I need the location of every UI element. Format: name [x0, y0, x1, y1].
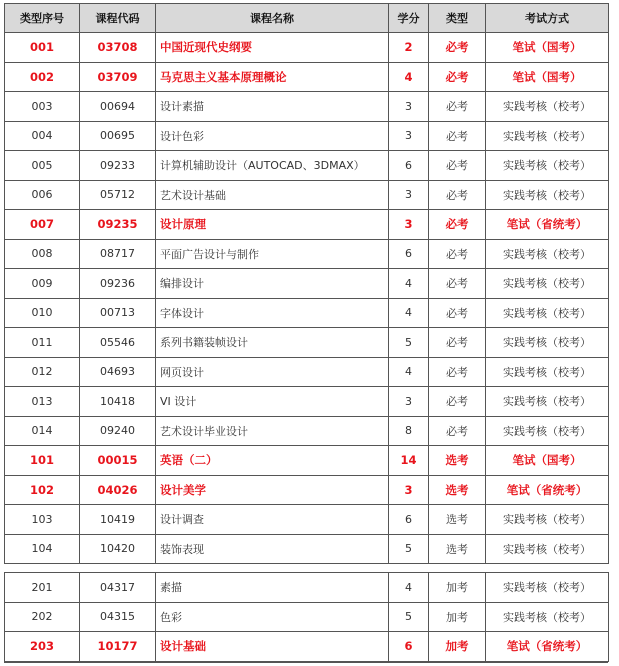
cell-code: 00695	[80, 121, 156, 151]
cell-credit: 4	[389, 357, 429, 387]
cell-name: VI 设计	[156, 387, 389, 417]
table-row	[5, 573, 609, 603]
table-row	[5, 446, 609, 476]
table-row	[5, 357, 609, 387]
cell-exam: 实践考核（校考）	[486, 505, 609, 535]
cell-credit: 6	[389, 239, 429, 269]
cell-exam: 实践考核（校考）	[486, 534, 609, 564]
cell-exam: 实践考核（校考）	[486, 151, 609, 181]
table-row	[5, 33, 609, 63]
table-row	[5, 210, 609, 240]
cell-seq: 203	[5, 632, 80, 662]
cell-type: 加考	[429, 632, 486, 662]
cell-seq: 007	[5, 210, 80, 240]
cell-code: 09235	[80, 210, 156, 240]
cell-exam: 实践考核（校考）	[486, 573, 609, 603]
cell-code: 03709	[80, 62, 156, 92]
table-row	[5, 632, 609, 662]
cell-code: 10420	[80, 534, 156, 564]
cell-code: 00015	[80, 446, 156, 476]
header-name: 课程名称	[156, 4, 389, 33]
cell-credit: 6	[389, 632, 429, 662]
cell-credit: 3	[389, 387, 429, 417]
cell-code: 04026	[80, 475, 156, 505]
cell-code: 04315	[80, 602, 156, 632]
cell-seq: 002	[5, 62, 80, 92]
header-row	[5, 4, 609, 33]
cell-name: 中国近现代史纲要	[156, 33, 389, 63]
cell-code: 09240	[80, 416, 156, 446]
cell-credit: 8	[389, 416, 429, 446]
cell-credit: 6	[389, 505, 429, 535]
cell-exam: 实践考核（校考）	[486, 269, 609, 299]
cell-seq: 013	[5, 387, 80, 417]
cell-name: 艺术设计毕业设计	[156, 416, 389, 446]
cell-type: 必考	[429, 62, 486, 92]
cell-exam: 笔试（国考）	[486, 446, 609, 476]
cell-type: 必考	[429, 151, 486, 181]
cell-name: 色彩	[156, 602, 389, 632]
cell-seq: 001	[5, 33, 80, 63]
cell-seq: 104	[5, 534, 80, 564]
cell-credit: 3	[389, 180, 429, 210]
cell-seq: 004	[5, 121, 80, 151]
cell-seq: 005	[5, 151, 80, 181]
cell-type: 选考	[429, 505, 486, 535]
cell-code: 10418	[80, 387, 156, 417]
cell-code: 09233	[80, 151, 156, 181]
cell-exam: 笔试（省统考）	[486, 475, 609, 505]
table-row	[5, 269, 609, 299]
cell-type: 必考	[429, 92, 486, 122]
cell-type: 选考	[429, 534, 486, 564]
header-seq: 类型序号	[5, 4, 80, 33]
table-row	[5, 534, 609, 564]
cell-name: 设计美学	[156, 475, 389, 505]
cell-type: 选考	[429, 446, 486, 476]
cell-credit: 3	[389, 475, 429, 505]
cell-credit: 5	[389, 602, 429, 632]
cell-seq: 006	[5, 180, 80, 210]
cell-credit: 4	[389, 573, 429, 603]
cell-type: 必考	[429, 210, 486, 240]
table-row	[5, 298, 609, 328]
table-row	[5, 328, 609, 358]
table-row	[5, 416, 609, 446]
cell-credit: 3	[389, 210, 429, 240]
cell-name: 字体设计	[156, 298, 389, 328]
cell-type: 必考	[429, 180, 486, 210]
cell-seq: 012	[5, 357, 80, 387]
cell-type: 必考	[429, 121, 486, 151]
cell-code: 00713	[80, 298, 156, 328]
cell-exam: 实践考核（校考）	[486, 298, 609, 328]
cell-type: 必考	[429, 269, 486, 299]
cell-type: 加考	[429, 602, 486, 632]
cell-name: 设计色彩	[156, 121, 389, 151]
cell-seq: 201	[5, 573, 80, 603]
cell-seq: 202	[5, 602, 80, 632]
table-row	[5, 62, 609, 92]
table-row	[5, 92, 609, 122]
cell-code: 10419	[80, 505, 156, 535]
cell-seq: 103	[5, 505, 80, 535]
cell-credit: 3	[389, 121, 429, 151]
cell-seq: 009	[5, 269, 80, 299]
header-exam: 考试方式	[486, 4, 609, 33]
cell-exam: 笔试（省统考）	[486, 210, 609, 240]
cell-name: 计算机辅助设计（AUTOCAD、3DMAX）	[156, 151, 389, 181]
table-row	[5, 121, 609, 151]
cell-name: 艺术设计基础	[156, 180, 389, 210]
cell-credit: 4	[389, 269, 429, 299]
cell-credit: 5	[389, 534, 429, 564]
cell-exam: 实践考核（校考）	[486, 387, 609, 417]
cell-exam: 笔试（国考）	[486, 62, 609, 92]
cell-name: 设计素描	[156, 92, 389, 122]
cell-code: 05712	[80, 180, 156, 210]
cell-exam: 实践考核（校考）	[486, 121, 609, 151]
cell-credit: 14	[389, 446, 429, 476]
table-row	[5, 180, 609, 210]
cell-name: 设计基础	[156, 632, 389, 662]
header-code: 课程代码	[80, 4, 156, 33]
cell-code: 10177	[80, 632, 156, 662]
cell-credit: 6	[389, 151, 429, 181]
header-credit: 学分	[389, 4, 429, 33]
cell-code: 03708	[80, 33, 156, 63]
cell-type: 加考	[429, 573, 486, 603]
cell-seq: 102	[5, 475, 80, 505]
cell-code: 00694	[80, 92, 156, 122]
cell-exam: 实践考核（校考）	[486, 416, 609, 446]
cell-seq: 014	[5, 416, 80, 446]
cell-seq: 008	[5, 239, 80, 269]
table-row	[5, 151, 609, 181]
cell-exam: 实践考核（校考）	[486, 357, 609, 387]
cell-name: 英语（二）	[156, 446, 389, 476]
table-row	[5, 387, 609, 417]
cell-type: 必考	[429, 387, 486, 417]
cell-code: 08717	[80, 239, 156, 269]
cell-name: 素描	[156, 573, 389, 603]
cell-exam: 实践考核（校考）	[486, 602, 609, 632]
cell-credit: 4	[389, 298, 429, 328]
cell-name: 网页设计	[156, 357, 389, 387]
cell-exam: 实践考核（校考）	[486, 328, 609, 358]
cell-exam: 笔试（省统考）	[486, 632, 609, 662]
cell-type: 必考	[429, 239, 486, 269]
cell-seq: 010	[5, 298, 80, 328]
cell-name: 设计调查	[156, 505, 389, 535]
cell-code: 09236	[80, 269, 156, 299]
cell-credit: 4	[389, 62, 429, 92]
cell-seq: 011	[5, 328, 80, 358]
cell-credit: 3	[389, 92, 429, 122]
cell-exam: 实践考核（校考）	[486, 180, 609, 210]
cell-code: 04317	[80, 573, 156, 603]
table-row	[5, 239, 609, 269]
bottom-rule	[4, 662, 608, 663]
cell-type: 必考	[429, 357, 486, 387]
cell-exam: 实践考核（校考）	[486, 92, 609, 122]
cell-type: 选考	[429, 475, 486, 505]
cell-exam: 实践考核（校考）	[486, 239, 609, 269]
cell-type: 必考	[429, 416, 486, 446]
cell-type: 必考	[429, 33, 486, 63]
cell-seq: 101	[5, 446, 80, 476]
cell-name: 编排设计	[156, 269, 389, 299]
table-row	[5, 505, 609, 535]
table-row	[5, 475, 609, 505]
cell-name: 马克思主义基本原理概论	[156, 62, 389, 92]
cell-code: 04693	[80, 357, 156, 387]
cell-exam: 笔试（国考）	[486, 33, 609, 63]
cell-name: 系列书籍装帧设计	[156, 328, 389, 358]
cell-credit: 5	[389, 328, 429, 358]
cell-name: 设计原理	[156, 210, 389, 240]
header-type: 类型	[429, 4, 486, 33]
table-row	[5, 602, 609, 632]
cell-type: 必考	[429, 298, 486, 328]
cell-credit: 2	[389, 33, 429, 63]
cell-seq: 003	[5, 92, 80, 122]
extra-course-table	[4, 572, 609, 662]
cell-code: 05546	[80, 328, 156, 358]
cell-name: 装饰表现	[156, 534, 389, 564]
cell-name: 平面广告设计与制作	[156, 239, 389, 269]
course-table	[4, 3, 609, 564]
cell-type: 必考	[429, 328, 486, 358]
